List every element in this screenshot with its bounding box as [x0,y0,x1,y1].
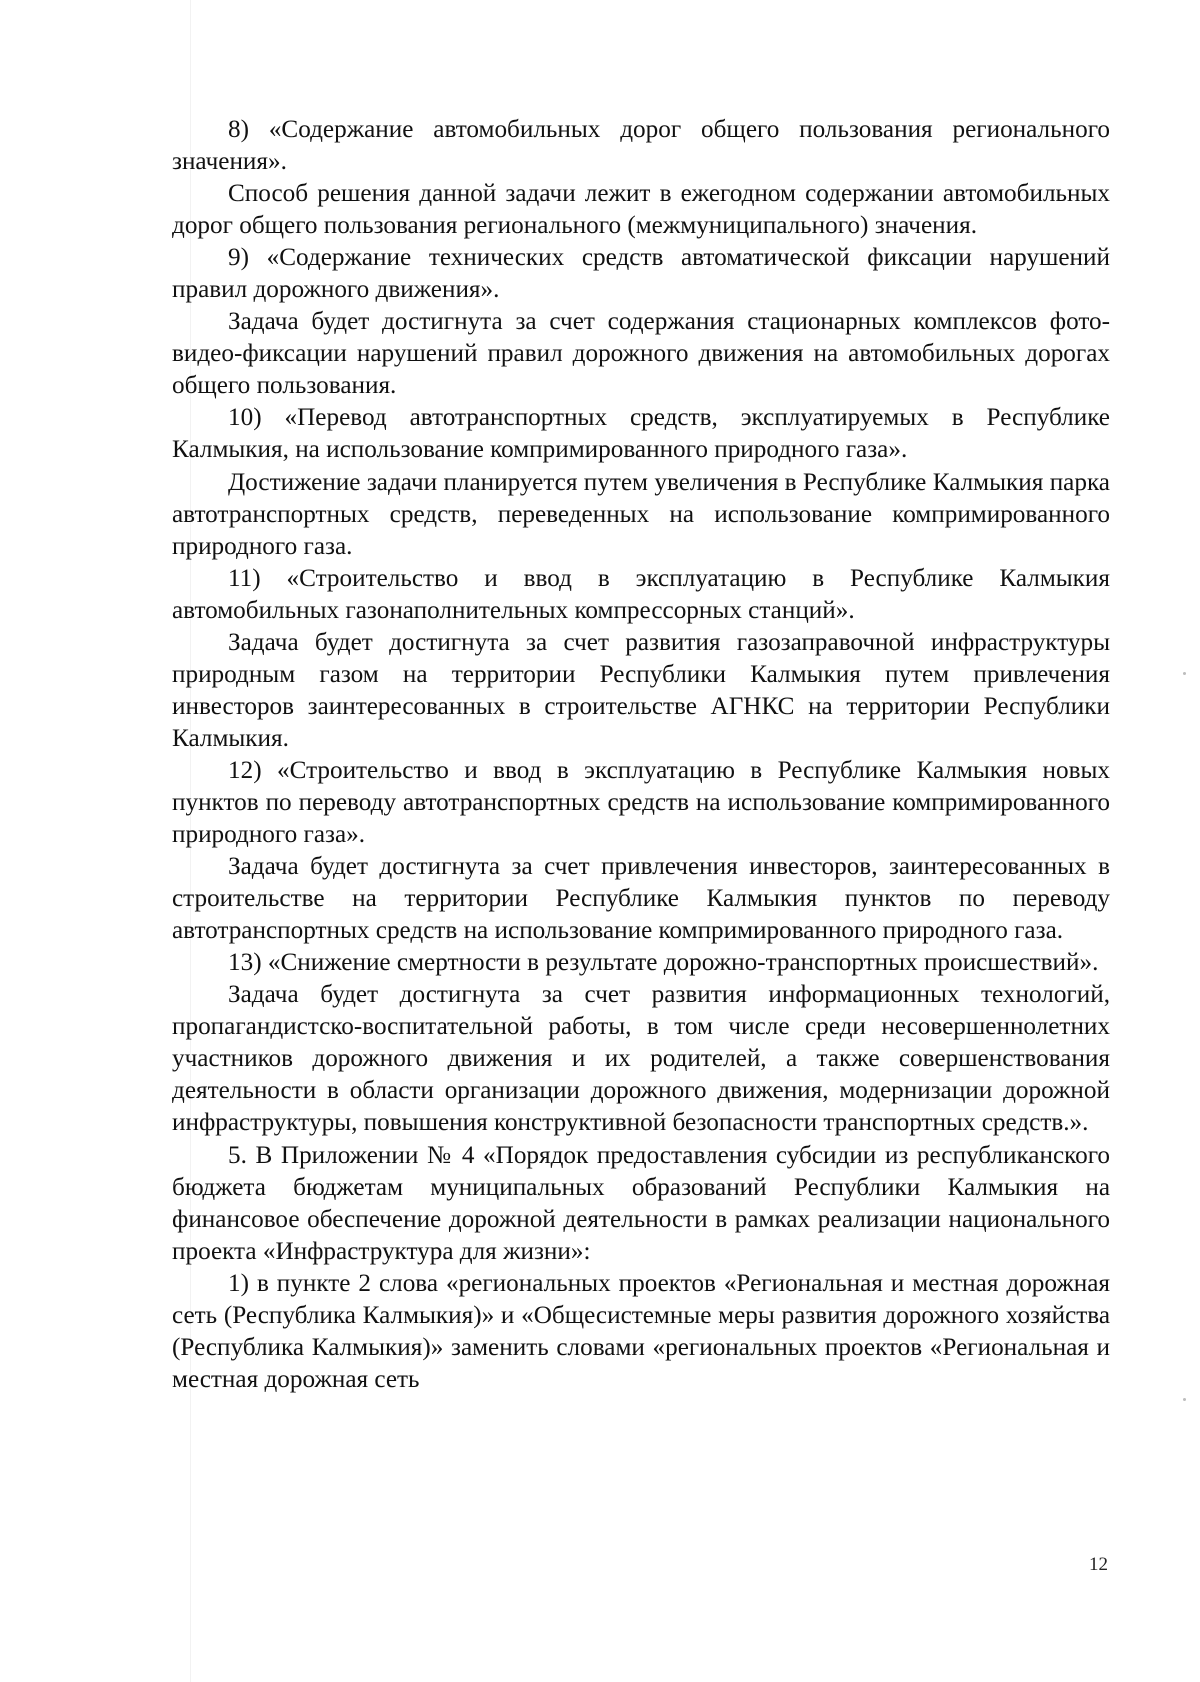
paragraph-item-13: 13) «Снижение смертности в результате дорожно-транспортных происшествий». [228,949,1099,977]
paragraph-task-9-method: Задача будет достигнута за счет содержания стационарных комплексов фото-видео-фиксации нарушений правил дорожного движения на автомобильных дорогах общего пользования. [172,308,1110,400]
scan-artifact-dot [1183,1398,1186,1401]
paragraph-item-8: 8) «Содержание автомобильных дорог общего пользования регионального значения». [172,116,1110,176]
document-body [172,114,1110,1396]
paragraph-item-10: 10) «Перевод автотранспортных средств, эксплуатируемых в Республике Калмыкия, на использование компримированного природного газа». [172,404,1110,464]
paragraph-item-9: 9) «Содержание технических средств автоматической фиксации нарушений правил дорожного движения». [172,244,1110,304]
paragraph-section-5-item-1: 1) в пункте 2 слова «региональных проектов «Региональная и местная дорожная сеть (Республика Калмыкия)» и «Общесистемные меры развития дорожного хозяйства (Республика Калмыкия)» заменить словами «региональных проектов «Региональная и местная дорожная сеть [172,1269,1110,1393]
paragraph-task-10-method: Достижение задачи планируется путем увеличения в Республике Калмыкия парка автотранспортных средств, переведенных на использование компримированного природного газа. [172,468,1110,560]
paragraph-task-13-method: Задача будет достигнута за счет развития информационных технологий, пропагандистско-воспитательной работы, в том числе среди несовершеннолетних участников дорожного движения и их родителей, а также совершенствования деятельности в области организации дорожного движения, модернизации дорожной инфраструктуры, повышения конструктивной безопасности транспортных средств.». [172,981,1110,1137]
scan-artifact-dot [1183,672,1186,675]
paragraph-item-12: 12) «Строительство и ввод в эксплуатацию в Республике Калмыкия новых пунктов по переводу автотранспортных средств на использование компримированного природного газа». [172,756,1110,849]
paragraph-section-5: 5. В Приложении № 4 «Порядок предоставления субсидии из республиканского бюджета бюджетам муниципальных образований Республики Калмыкия на финансовое обеспечение дорожной деятельности в рамках реализации национального проекта «Инфраструктура для жизни»: [172,1141,1110,1265]
paragraph-task-11-method: Задача будет достигнута за счет развития газозаправочной инфраструктуры природным газом на территории Республики Калмыкия путем привлечения инвесторов заинтересованных в строительстве АГНКС на территории Республики Калмыкия. [172,628,1110,752]
page-number: 12 [1089,1554,1108,1575]
paragraph-task-12-method: Задача будет достигнута за счет привлечения инвесторов, заинтересованных в строительстве на территории Республике Калмыкия пунктов по переводу автотранспортных средств на использование компримированного природного газа. [172,853,1110,945]
paragraph-task-8-method: Способ решения данной задачи лежит в ежегодном содержании автомобильных дорог общего пользования регионального (межмуниципального) значения. [172,180,1110,240]
paragraph-item-11: 11) «Строительство и ввод в эксплуатацию в Республике Калмыкия автомобильных газонаполнительных компрессорных станций». [172,564,1110,624]
